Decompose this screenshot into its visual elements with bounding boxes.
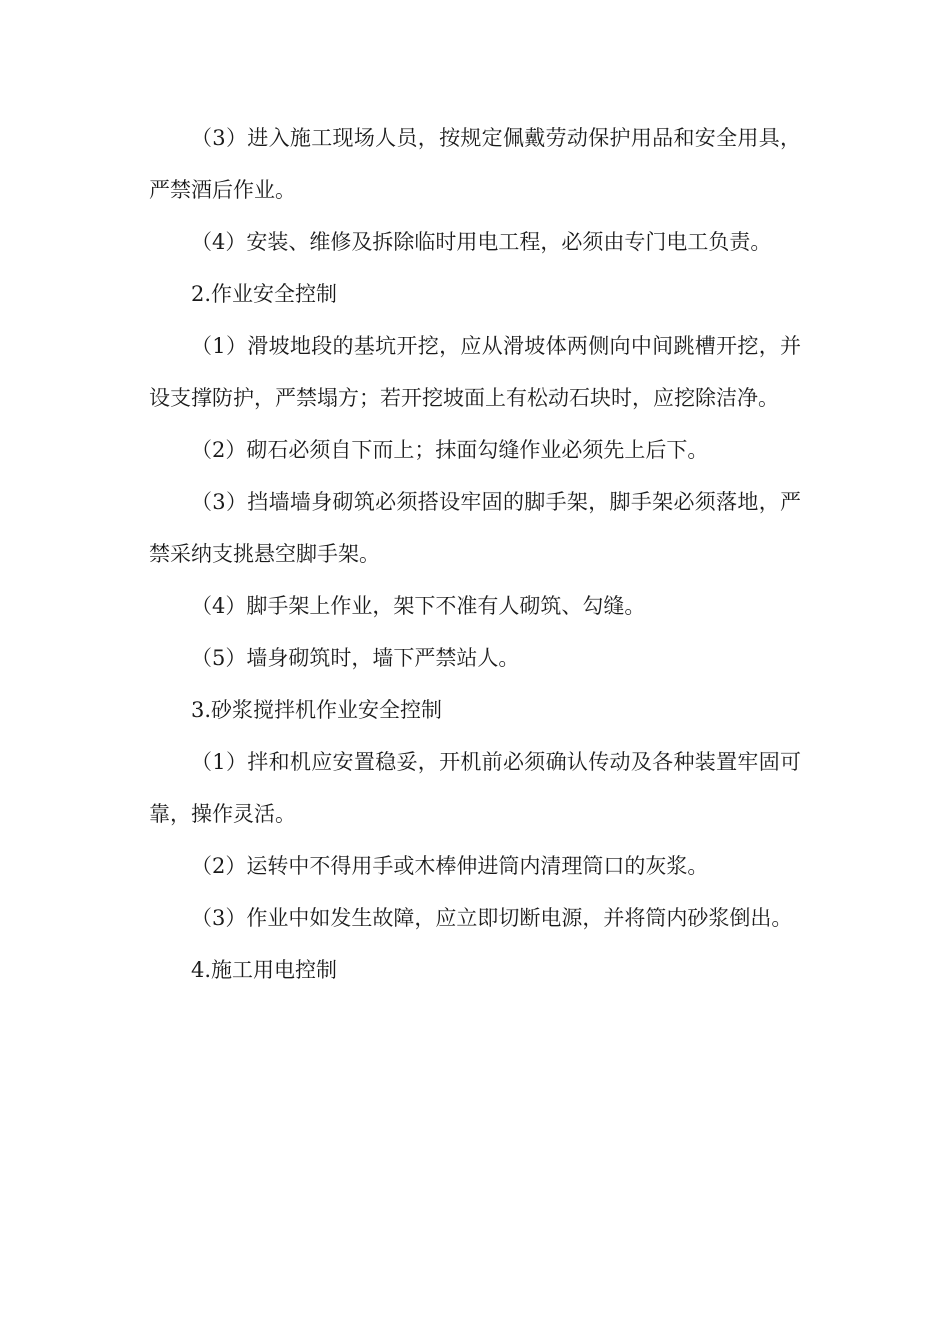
- paragraph-mixer-running: （2）运转中不得用手或木棒伸进筒内清理筒口的灰浆。: [191, 854, 709, 878]
- paragraph-under-scaffold: （4）脚手架上作业，架下不准有人砌筑、勾缝。: [191, 594, 646, 618]
- paragraph-mixer-fault: （3）作业中如发生故障，应立即切断电源，并将筒内砂浆倒出。: [191, 906, 793, 930]
- paragraph-masonry-order: （2）砌石必须自下而上；抹面勾缝作业必须先上后下。: [191, 438, 709, 462]
- document-page: [149, 112, 801, 996]
- paragraph-wall-standing: （5）墙身砌筑时，墙下严禁站人。: [191, 646, 520, 670]
- section-heading-electricity-control: 4.施工用电控制: [191, 958, 338, 982]
- paragraph-mixer-setup: （1）拌和机应安置稳妥，开机前必须确认传动及各种装置牢固可靠，操作灵活。: [149, 750, 801, 826]
- section-heading-mixer-safety: 3.砂浆搅拌机作业安全控制: [191, 698, 443, 722]
- section-heading-work-safety: 2.作业安全控制: [191, 282, 338, 306]
- paragraph-electrician-requirement: （4）安装、维修及拆除临时用电工程，必须由专门电工负责。: [191, 230, 772, 254]
- paragraph-scaffolding: （3）挡墙墙身砌筑必须搭设牢固的脚手架，脚手架必须落地，严禁采纳支挑悬空脚手架。: [149, 490, 801, 566]
- paragraph-excavation: （1）滑坡地段的基坑开挖，应从滑坡体两侧向中间跳槽开挖，并设支撑防护，严禁塌方；若开挖坡面上有松动石块时，应挖除洁净。: [149, 334, 801, 410]
- paragraph-ppe-requirement: （3）进入施工现场人员，按规定佩戴劳动保护用品和安全用具，严禁酒后作业。: [149, 126, 801, 202]
